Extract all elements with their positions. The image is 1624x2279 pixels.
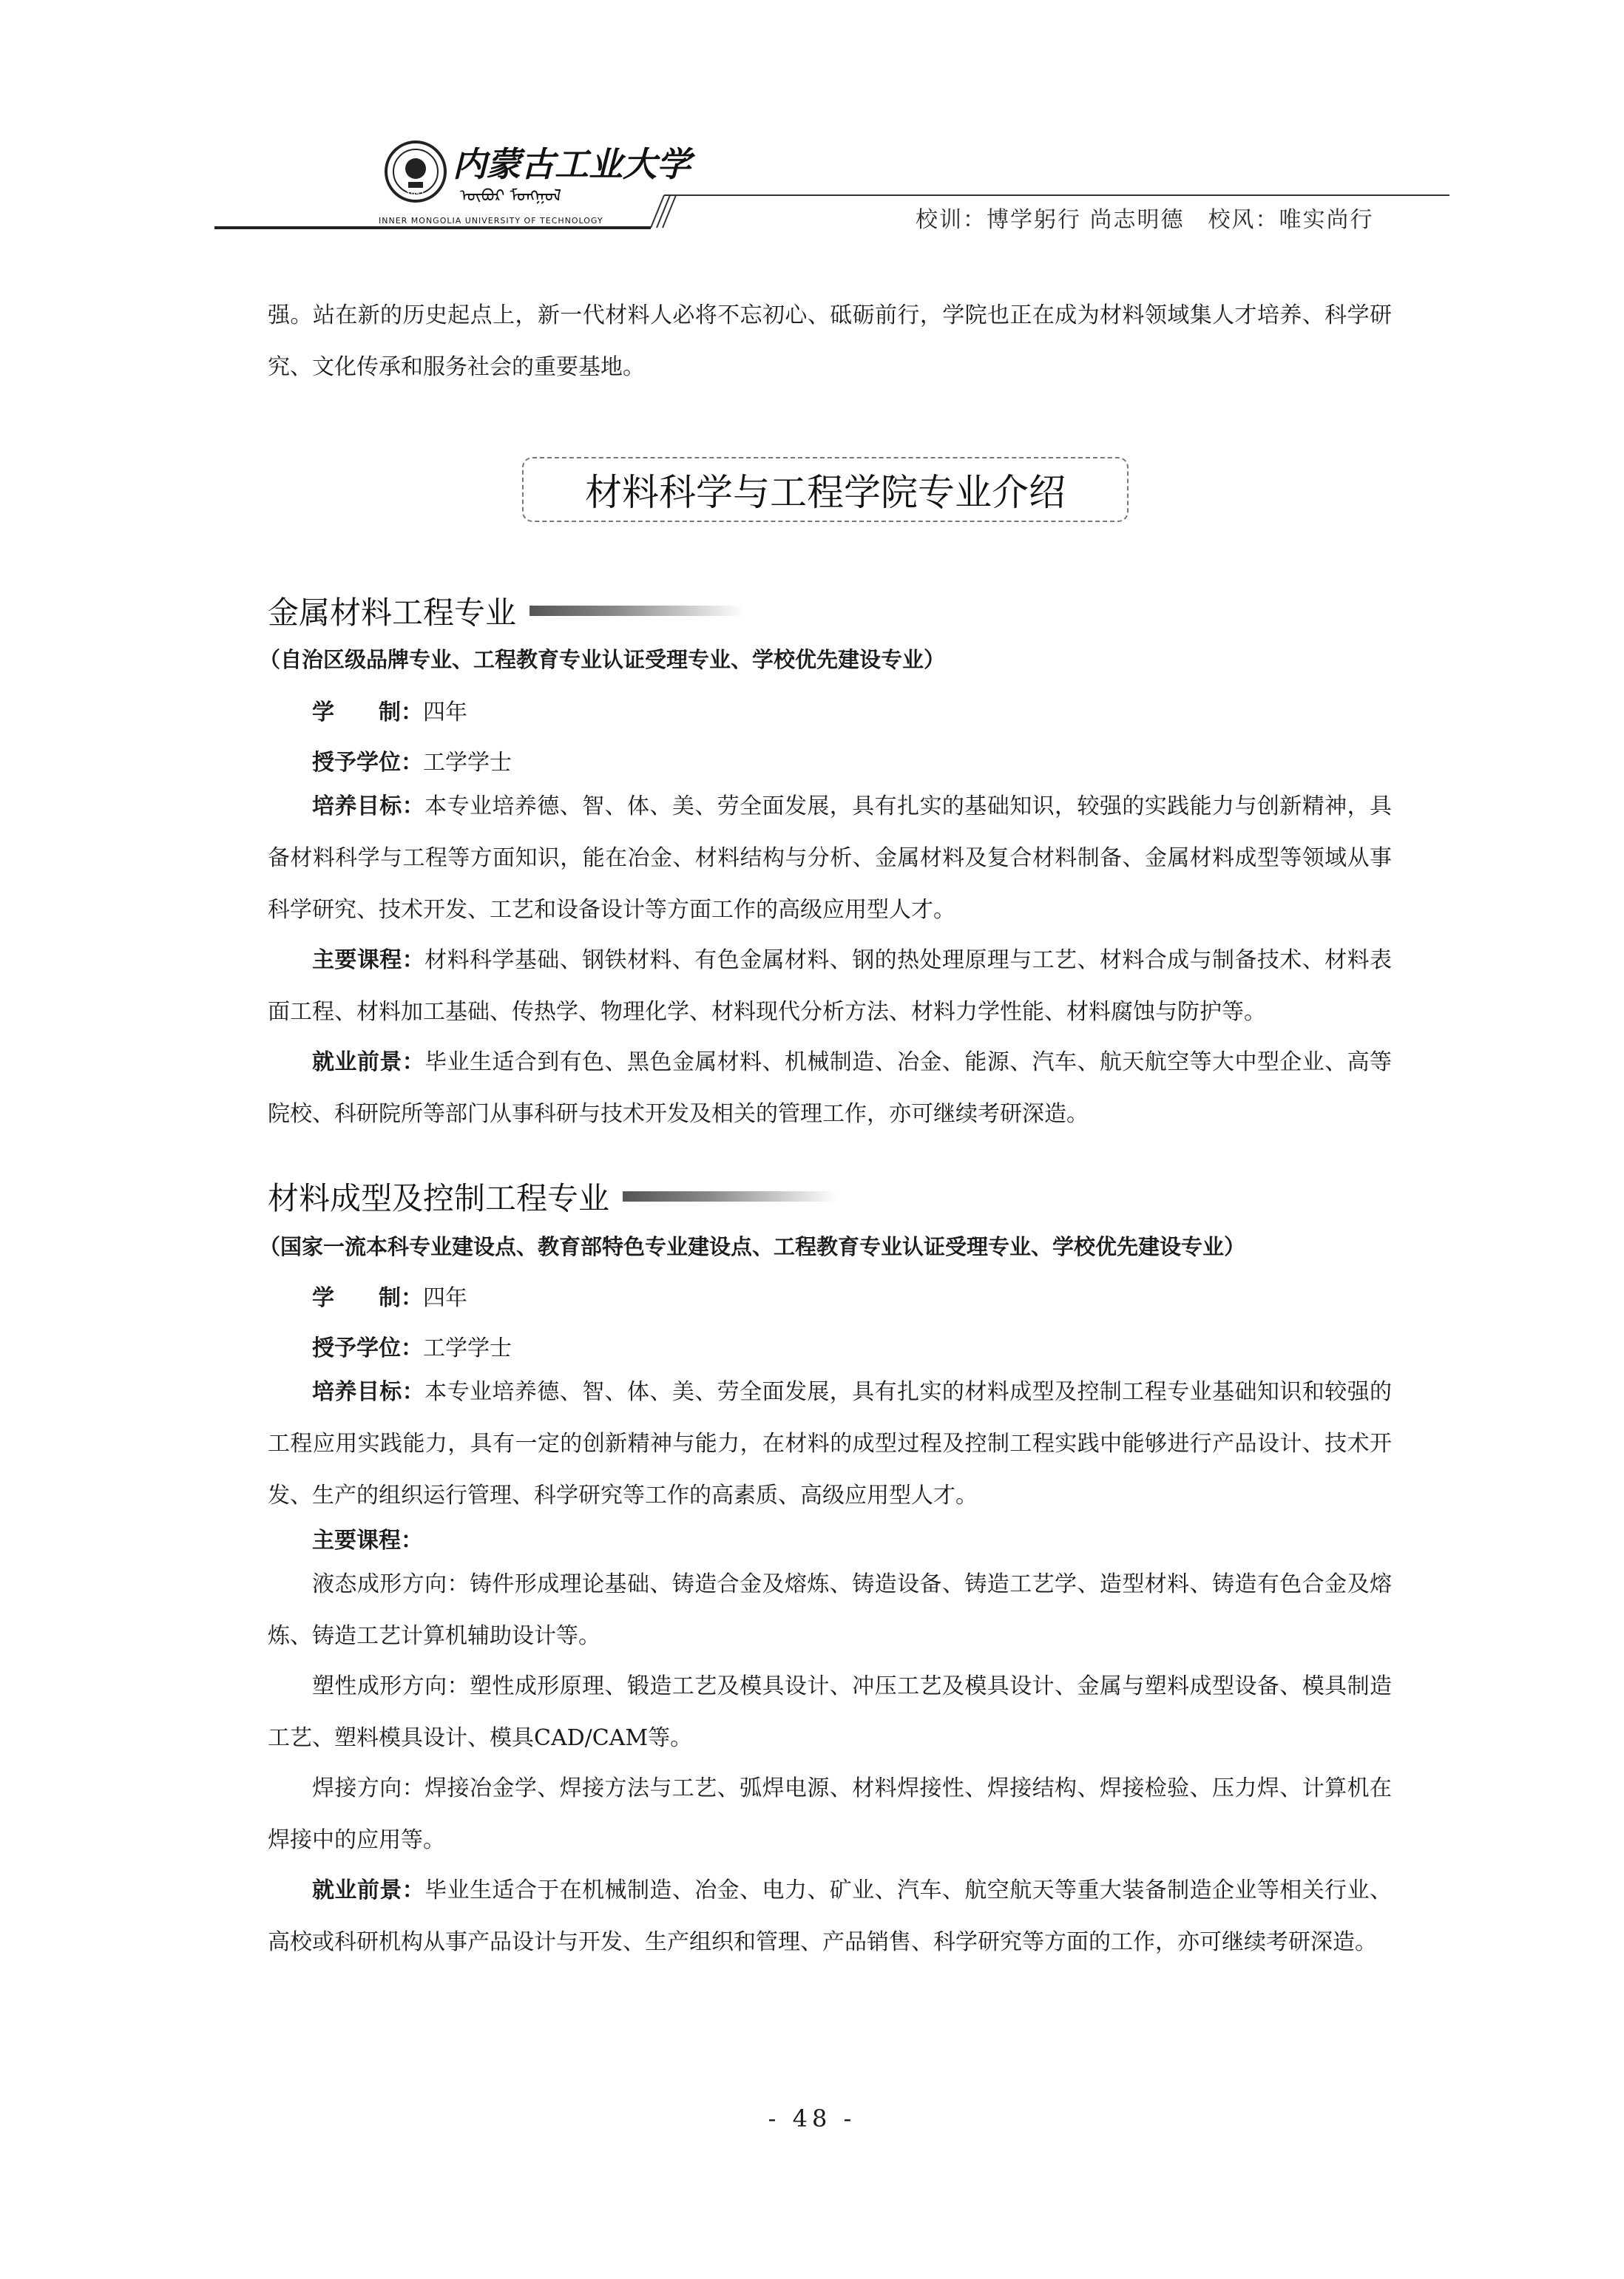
career-label: 就业前景： [312, 1877, 425, 1903]
major-name: 金属材料工程专业 [268, 595, 517, 631]
duration-row [312, 1279, 467, 1312]
goal-paragraph [268, 1367, 1392, 1522]
courses-heading [312, 1522, 423, 1554]
courses-label: 主要课程： [312, 947, 425, 973]
career-label: 就业前景： [312, 1049, 425, 1075]
intro-paragraph: 强。站在新的历史起点上，新一代材料人必将不忘初心、砥砺前行，学院也正在成为材料领域集人才培养、科学研究、文化传承和服务社会的重要基地。 [268, 302, 1392, 380]
degree-row [312, 1330, 512, 1362]
duration-label: 学 制： [312, 1285, 423, 1311]
university-seal-icon [379, 138, 691, 226]
direction-casting: 液态成形方向：铸件形成理论基础、铸造合金及熔炼、铸造设备、铸造工艺学、造型材料、铸造有色合金及熔炼、铸造工艺计算机辅助设计等。 [268, 1571, 1392, 1649]
courses-paragraph [268, 935, 1392, 1038]
svg-text:内蒙古工业大学: 内蒙古工业大学 [453, 144, 691, 184]
header-rule [0, 0, 1624, 244]
section-title: 材料科学与工程学院专业介绍 [585, 471, 1066, 514]
title-decoration-bar [530, 606, 744, 616]
duration-value: 四年 [423, 700, 467, 725]
duration-label: 学 制： [312, 700, 423, 725]
degree-row [312, 744, 512, 776]
major-title-metal [268, 589, 744, 633]
university-logo [379, 138, 691, 226]
title-decoration-bar [623, 1191, 837, 1202]
goal-text: 本专业培养德、智、体、美、劳全面发展，具有扎实的基础知识，较强的实践能力与创新精神，具备材料科学与工程等方面知识，能在冶金、材料结构与分析、金属材料及复合材料制备、金属材料成型等领域从事科学研究、技术开发、工艺和设备设计等方面工作的高级应用型人才。 [268, 793, 1393, 923]
career-paragraph [268, 1865, 1392, 1968]
page-number: - 48 - [768, 2104, 856, 2133]
duration-row [312, 694, 467, 726]
courses-text: 材料科学基础、钢铁材料、有色金属材料、钢的热处理原理与工艺、材料合成与制备技术、材料表面工程、材料加工基础、传热学、物理化学、材料现代分析方法、材料力学性能、材料腐蚀与防护等。 [268, 947, 1393, 1025]
career-text: 毕业生适合到有色、黑色金属材料、机械制造、冶金、能源、汽车、航天航空等大中型企业、高等院校、科研院所等部门从事科研与技术开发及相关的管理工作，亦可继续考研深造。 [268, 1049, 1393, 1127]
direction-plastic-forming: 塑性成形方向：塑性成形原理、锻造工艺及模具设计、冲压工艺及模具设计、金属与塑料成型设备、模具制造工艺、塑料模具设计、模具CAD/CAM等。 [268, 1673, 1392, 1751]
courses-label: 主要课程： [312, 1528, 423, 1554]
career-text: 毕业生适合于在机械制造、冶金、电力、矿业、汽车、航空航天等重大装备制造企业等相关行业、高校或科研机构从事产品设计与开发、生产组织和管理、产品销售、科学研究等方面的工作，亦可继续考研深造。 [268, 1877, 1393, 1955]
goal-label: 培养目标： [312, 1379, 425, 1405]
major-note: （国家一流本科专业建设点、教育部特色专业建设点、工程教育专业认证受理专业、学校优先建设专业） [259, 1234, 1246, 1259]
section-title-box [522, 457, 1129, 522]
svg-text:1951: 1951 [406, 191, 425, 199]
major-name: 材料成型及控制工程专业 [268, 1180, 610, 1216]
degree-label: 授予学位： [312, 1335, 423, 1361]
major-note: （自治区级品牌专业、工程教育专业认证受理专业、学校优先建设专业） [259, 647, 946, 672]
goal-paragraph [268, 781, 1392, 936]
degree-label: 授予学位： [312, 750, 423, 776]
duration-value: 四年 [423, 1285, 467, 1311]
major-title-forming [268, 1174, 837, 1219]
goal-label: 培养目标： [312, 793, 425, 819]
direction-welding: 焊接方向：焊接冶金学、焊接方法与工艺、弧焊电源、材料焊接性、焊接结构、焊接检验、压力焊、计算机在焊接中的应用等。 [268, 1775, 1392, 1853]
svg-text:INNER MONGOLIA UNIVERSITY OF T: INNER MONGOLIA UNIVERSITY OF TECHNOLOGY [379, 216, 603, 226]
degree-value: 工学学士 [423, 1335, 512, 1361]
svg-text:ᠦᠪᠦᠷ ᠮᠣᠩᠭᠣᠯ: ᠦᠪᠦᠷ ᠮᠣᠩᠭᠣᠯ [460, 187, 562, 206]
school-motto: 校训：博学躬行 尚志明德 校风：唯实尚行 [916, 207, 1374, 233]
degree-value: 工学学士 [423, 750, 512, 776]
goal-text: 本专业培养德、智、体、美、劳全面发展，具有扎实的材料成型及控制工程专业基础知识和较强的工程应用实践能力，具有一定的创新精神与能力，在材料的成型过程及控制工程实践中能够进行产品设计、技术开发、生产的组织运行管理、科学研究等工作的高素质、高级应用型人才。 [268, 1379, 1393, 1508]
career-paragraph [268, 1037, 1392, 1140]
